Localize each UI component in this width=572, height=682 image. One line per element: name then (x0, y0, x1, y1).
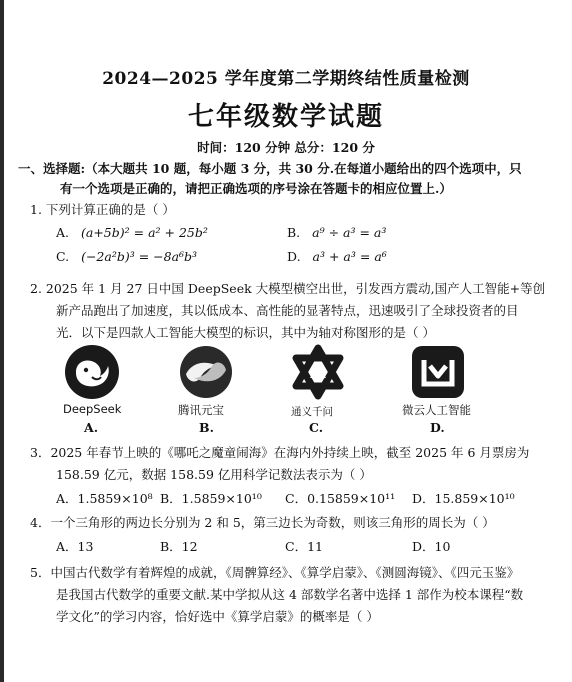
question-3-line1: 3．2025 年春节上映的《哪吒之魔童闹海》在海内外持续上映，截至 2025 年 6 月票房为 (30, 445, 530, 460)
q1-option-d (287, 248, 387, 266)
q3-option-d: D．15.859×10¹⁰ (412, 491, 515, 506)
subject-title: 七年级数学试题 (187, 102, 384, 132)
question-5-line1: 5．中国古代数学有着辉煌的成就，《周髀算经》、《算学启蒙》、《测圆海镜》、《四元玉鉴》 (30, 565, 520, 580)
q1-option-c-label: C. (56, 249, 70, 264)
logo-c-letter: C. (309, 420, 324, 435)
q3-option-a: A．1.5859×10⁸ (56, 491, 153, 506)
logo-a-letter: A. (84, 420, 99, 435)
q4-option-c: C．11 (285, 539, 323, 554)
logo-b-caption: 腾讯元宝 (178, 403, 224, 417)
section-instructions-line1: 一、选择题:（本大题共 10 题，每小题 3 分，共 30 分.在每道小题给出的四个选项中，只 (18, 161, 522, 176)
question-2-line2: 新产品跑出了加速度，其以低成本、高性能的显著特点，迅速吸引了全球投资者的目 (56, 303, 519, 318)
q3-option-c: C．0.15859×10¹¹ (285, 491, 396, 506)
q4-option-d: D．10 (412, 539, 451, 554)
q1-option-d-expr: a³ + a³ = a⁶ (312, 249, 387, 264)
logo-c-caption: 通义千问 (291, 406, 333, 418)
question-2-line3: 光．以下是四款人工智能大模型的标识，其中为轴对称图形的是（ ） (56, 325, 435, 340)
q1-option-b-expr: a⁹ ÷ a³ = a³ (312, 225, 387, 240)
logo-a-caption: DeepSeek (63, 402, 122, 416)
q1-option-c-expr: (−2a²b)³ = −8a⁶b³ (81, 249, 198, 264)
question-4-stem: 4．一个三角形的两边长分别为 2 和 5，第三边长为奇数，则该三角形的周长为（ ） (30, 515, 495, 530)
q3-option-b: B．1.5859×10¹⁰ (160, 491, 262, 506)
question-2-line1: 2. 2025 年 1 月 27 日中国 DeepSeek 大模型横空出世，引发西方震动,国产人工智能+等创 (30, 281, 546, 296)
q1-option-b (287, 224, 386, 242)
whale-logo-icon (64, 344, 120, 400)
logo-d-caption: 微云人工智能 (402, 403, 471, 417)
question-3-line2: 158.59 亿元，数据 158.59 亿用科学记数法表示为（ ） (56, 467, 372, 482)
q4-option-a: A．13 (56, 539, 94, 554)
question-5-line3: 学文化”的学习内容，恰好选中《算学启蒙》的概率是（ ） (56, 609, 379, 624)
q1-option-a (56, 224, 208, 242)
q4-option-b: B．12 (160, 539, 198, 554)
exam-title: 2024—2025 学年度第二学期终结性质量检测 (102, 69, 470, 89)
section-instructions-line2: 有一个选项是正确的，请把正确选项的序号涂在答题卡的相应位置上.） (60, 181, 452, 196)
tongyi-logo-icon (290, 344, 346, 400)
yuanbao-logo-icon (178, 344, 234, 400)
q1-option-a-expr: (a+5b)² = a² + 25b² (81, 225, 208, 240)
q1-option-c (56, 248, 197, 266)
logo-b-letter: B. (199, 420, 214, 435)
weiyun-logo-icon (410, 344, 466, 400)
question-1-stem: 1. 下列计算正确的是（ ） (30, 202, 175, 217)
q1-option-b-label: B. (287, 225, 301, 240)
logo-d-letter: D. (430, 420, 445, 435)
question-5-line2: 是我国古代数学的重要文献.某中学拟从这 4 部数学名著中选择 1 部作为校本课程“数 (56, 587, 524, 602)
q1-option-a-label: A. (56, 225, 70, 240)
exam-meta: 时间：120 分钟 总分：120 分 (197, 140, 375, 155)
q1-option-d-label: D. (287, 249, 301, 264)
